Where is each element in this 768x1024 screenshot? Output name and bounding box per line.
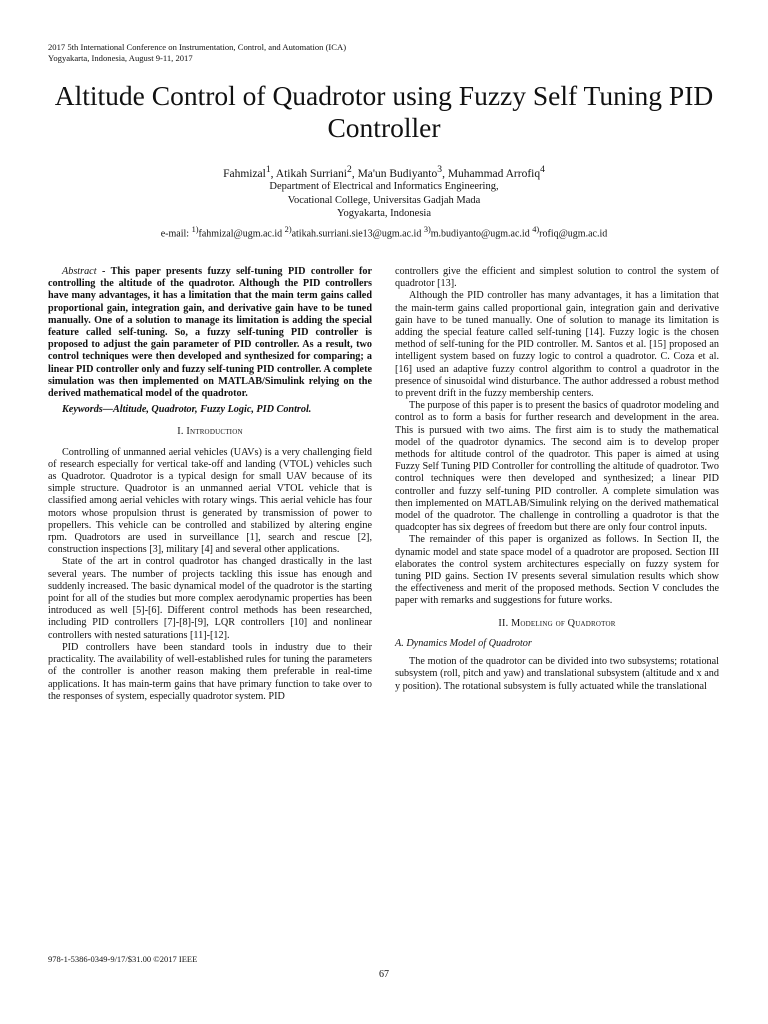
author-index: 2: [347, 164, 352, 175]
paragraph: PID controllers have been standard tools in industry due to their practicality. The availability of well-established rules for tuning the parameters of the controller is another reason making them preferable in real-time applications. It has main-term gains that have primary function to take over to the responses of system, especially quadrotor system. PID: [48, 641, 372, 702]
section-heading-introduction: I. Introduction: [177, 426, 243, 438]
email-index: 2: [284, 225, 289, 234]
author-index: 4: [540, 164, 545, 175]
email-address: atikah.surriani.sie13@ugm.ac.id: [291, 228, 422, 240]
paragraph: The remainder of this paper is organized as follows. In Section II, the dynamic model and state space model of a quadrotor are proposed. Section III elaborates the control system architectures especially on fuzzy system for tuning PID gains. Section IV presents several simulation results which show the effectiveness and merit of the proposed methods. Section V concludes the paper with remarks and suggestions for future works.: [395, 534, 719, 607]
author-name: Ma'un Budiyanto: [357, 167, 438, 180]
author-index: 3: [437, 164, 443, 175]
isbn-footer: 978-1-5386-0349-9/17/$31.00 ©2017 IEEE: [48, 954, 198, 964]
email-index: 1: [191, 225, 196, 234]
abstract-label: Abstract: [62, 266, 97, 277]
affiliation-college: Vocational College, Universitas Gadjah Mada: [287, 194, 481, 206]
left-column: [48, 266, 372, 703]
email-index: 3: [423, 225, 428, 234]
email-address: fahmizal@ugm.ac.id: [198, 228, 283, 240]
affiliation-department: Department of Electrical and Informatics Engineering,: [269, 181, 499, 192]
conference-name: 2017 5th International Conference on Instrumentation, Control, and Automation (ICA): [48, 42, 347, 52]
author-name: Atikah Surriani: [275, 167, 348, 180]
paragraph: The purpose of this paper is to present the basics of quadrotor modeling and control as to form a basis for further research and development in the area. This is pursued with two aims. The first aim is to study the mathematical model of the quadrotor dynamics. The second aim is to develop proper methods for altitude control of the quadrotor. This paper is aimed at using Fuzzy Self Tuning PID Controller for controlling the altitude of quadrotor. Two control techniques were then developed and synthesized; a linear PID controller and fuzzy self-tuning PID controller. A complete simulation was then implemented on MATLAB/Simulink relying on the derived mathematical model of the quadrotor. The challenge in controlling a quadrotor is that the quadcopter has six degrees of freedom but there are only four control inputs.: [395, 400, 719, 534]
keywords: Keywords—Altitude, Quadrotor, Fuzzy Logic, PID Control.: [62, 404, 312, 416]
paragraph: The motion of the quadrotor can be divided into two subsystems; rotational subsystem (roll, pitch and yaw) and translational subsystem (altitude and x and y position). The rotational subsystem is fully actuated while the translational: [395, 656, 719, 692]
conference-location: Yogyakarta, Indonesia, August 9-11, 2017: [48, 53, 193, 63]
section-heading-modeling: II. Modeling of Quadrotor: [498, 617, 616, 629]
affiliation: [0, 180, 768, 221]
paragraph: State of the art in control quadrotor has changed drastically in the last several years. The number of projects tackling this issue has enough and suddenly increased. The basic dynamical model of the quadrotor is the starting point for all of the studies but more complex aerodynamic properties has been introduced as well [5]-[6]. Different control methods has been researched, including PID controllers [7]-[8]-[9], LQR controllers [10] and nonlinear controllers with nested saturations [11]-[12].: [48, 556, 372, 641]
email-prefix: e-mail:: [160, 228, 190, 240]
author-list: Fahmizal$^1$, Atikah Surriani$^2$, Ma'un Budiyanto$^3$, Muhammad Arrofiq$^4$: [223, 164, 545, 180]
paragraph: Although the PID controller has many advantages, it has a limitation that the main-term gains called proportional gain, integration gain and derivative gain have to be tuned manually. One of solution to manage its limitation is adding the special feature called self-tuning [14]. Fuzzy logic is the chosen method of self-tuning for the PID controller. M. Santos et al. [15] proposed an intelligent system based on fuzzy logic to control a quadrotor. C. Coza et al. [16] used an adaptive fuzzy control algorithm to control a quadrotor in the presence of sinusoidal wind disturbance. The author addressed a robust method to prevent drift in the fuzzy membership centers.: [395, 290, 719, 400]
right-column: [395, 266, 719, 693]
abstract: [48, 266, 372, 400]
conference-header: [48, 42, 346, 64]
page-number: 67: [379, 969, 389, 980]
affiliation-city: Yogyakarta, Indonesia: [337, 208, 431, 219]
paragraph: Controlling of unmanned aerial vehicles (UAVs) is a very challenging field of research especially for vertical take-off and landing (VTOL) vehicles such as Quadrotor. Quadrotor is a typical design for small UAV because of its simple structure. Quadrotor is an unmanned aerial VTOL vehicle that is classified among aerial vehicles with rotary wings. This aerial vehicle has four motors whose propulsion thrust is generated by transmission of power to propellers. This vehicle can be controlled and stabilized by altering engine rpm. Quadrotors are used in surveillance [1], search and rescue [2], construction inspections [3], military [4] and several other applications.: [48, 446, 372, 556]
email-index: 4: [532, 225, 537, 234]
email-address: m.budiyanto@ugm.ac.id: [430, 228, 530, 240]
paragraph: controllers give the efficient and simplest solution to control the system of quadrotor [13].: [395, 266, 719, 290]
abstract-text: - This paper presents fuzzy self-tuning PID controller for controlling the altitude of the quadrotor. Although the PID controllers have many advantages, it has a limitation that the main term gains called proportional gain, integration gain, and derivative gain have to be tuned manually. One of a solution to manage its limitation is adding the special feature called self-tuning. So, a fuzzy self-tuning PID controller is proposed to adjust the gain parameter of PID controller. As a result, two control techniques were then developed and synthesized for comparing; a linear PID controller only and fuzzy self-tuning PID controller. A complete simulation was then implemented on MATLAB/Simulink relying on the derived mathematical model of the quadrotor.: [48, 266, 372, 400]
author-name: Muhammad Arrofiq: [447, 167, 541, 180]
author-index: 1: [265, 164, 271, 175]
author-name: Fahmizal: [223, 167, 266, 180]
email-address: rofiq@ugm.ac.id: [539, 228, 608, 240]
paper-title: Altitude Control of Quadrotor using Fuzzy Self Tuning PID Controller: [54, 80, 714, 143]
email-line: e-mail: $^{1)}$fahmizal@ugm.ac.id $^{2)}$atikah.surriani.sie13@ugm.ac.id $^{3)}$m.budiyanto@ugm.ac.id $^{4)}$rofiq@ugm.ac.id: [160, 225, 608, 240]
subsection-heading-dynamics: A. Dynamics Model of Quadrotor: [395, 637, 532, 649]
